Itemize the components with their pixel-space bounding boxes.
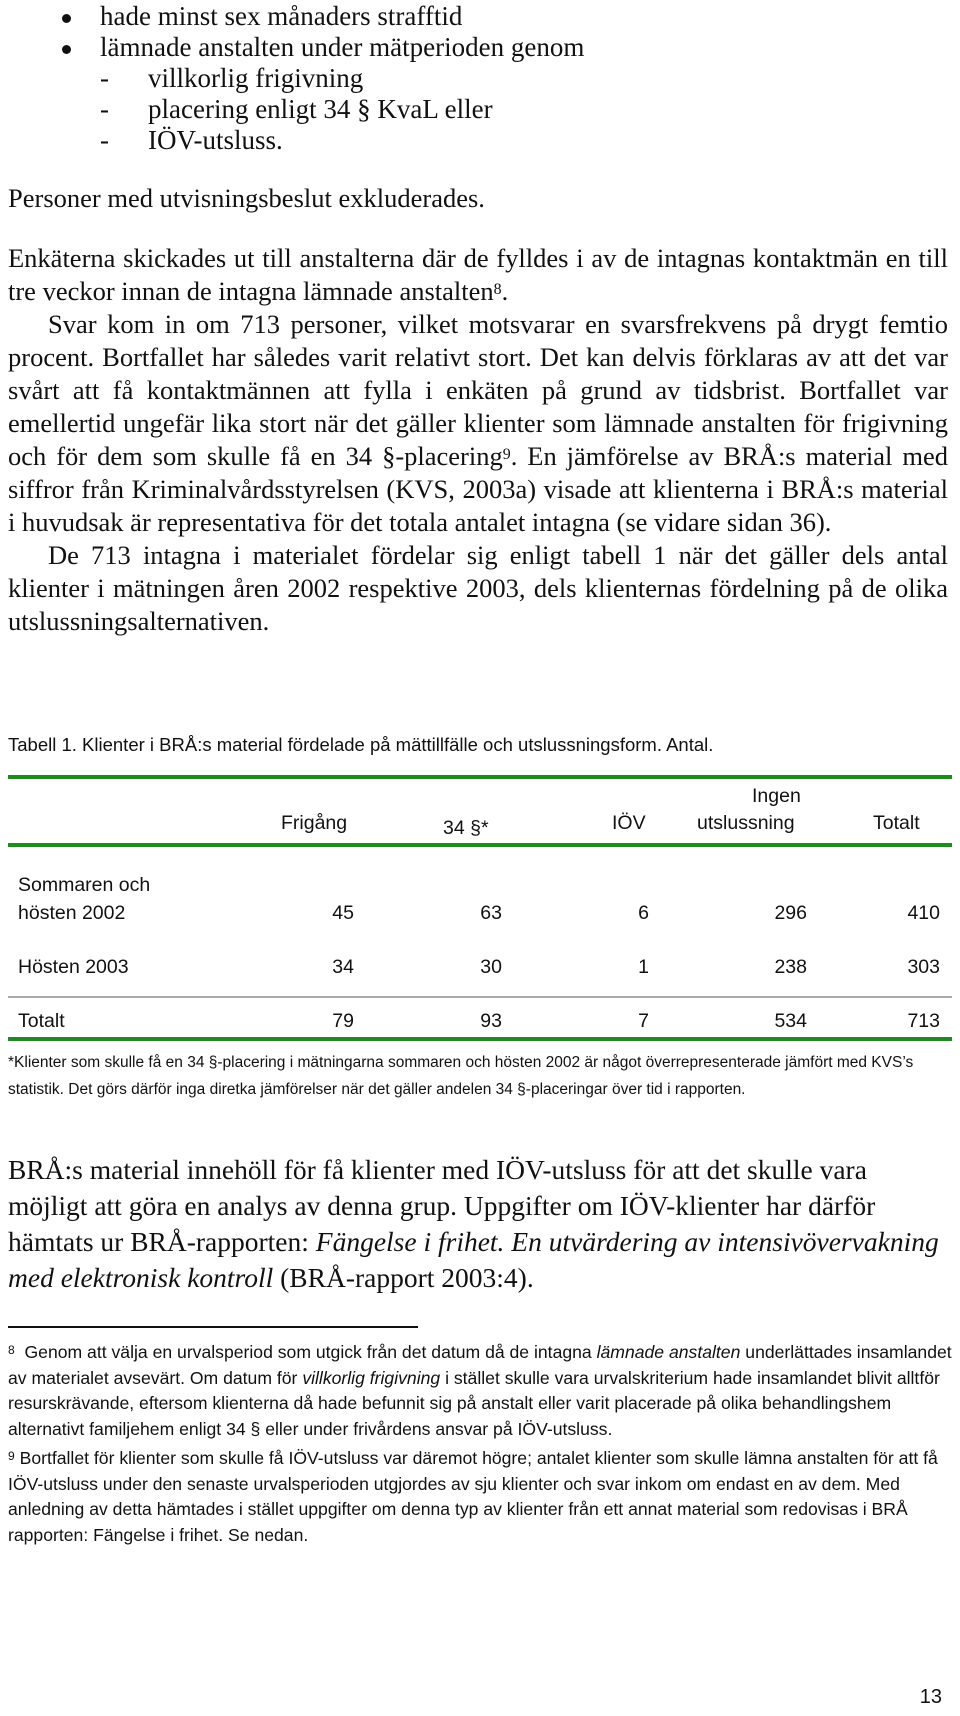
footnote-8: $^8$ Genom att välja en urvalsperiod som utgick från det datum då de intagna lämnade anstalten underlättades insamlandet av materialet avsevärt. Om datum för villkorlig frigivning i stället skulle vara urvalskriterium hade insamlandet blivit alltför resurskrävande, eftersom klienterna då hade befunnit sig på anstalt eller varit placerade på olika behandlingshem alternativt familjehem enligt 34 § eller under frivårdens ansvar på IÖV-utsluss. [8, 1342, 952, 1439]
bullet-icon [62, 14, 71, 23]
column-header: Totalt [873, 812, 920, 834]
page-number: 13 [919, 1686, 942, 1708]
table-bottom-rule [8, 1037, 952, 1041]
table-cell: 93 [480, 1010, 502, 1032]
row-label: hösten 2002 [18, 902, 126, 924]
column-header: 34 §* [443, 817, 489, 839]
table-caption: Tabell 1. Klienter i BRÅ:s material fördelade på mättillfälle och utslussningsform. Antal. [8, 734, 714, 755]
row-label: Sommaren och [18, 874, 151, 896]
column-header: utslussning [697, 812, 795, 834]
table-row-divider [8, 996, 952, 998]
table-cell: 1 [638, 956, 649, 978]
row-label: Totalt [18, 1010, 65, 1032]
table-top-rule [8, 775, 952, 779]
table-header-rule [8, 843, 952, 847]
table-cell: 6 [638, 902, 649, 924]
bra-paragraph: BRÅ:s material innehöll för få klienter med IÖV-utsluss för att det skulle vara möjligt att göra en analys av denna grup. Uppgifter om IÖV-klienter har därför hämtats ur BRÅ-rapporten: Fängelse i frihet. En utvärdering av intensivövervakning med elektronisk kontroll (BRÅ-rapport 2003:4). [8, 1154, 939, 1293]
table-cell: 7 [638, 1010, 649, 1032]
table-cell: 410 [907, 902, 940, 924]
table-cell: 45 [332, 902, 354, 924]
table-cell: 534 [774, 1010, 807, 1032]
table-cell: 303 [907, 956, 940, 978]
footnotes [8, 1340, 952, 1548]
footnote-ref: 9 [502, 446, 511, 464]
body-text [8, 242, 948, 638]
footnote-ref: 8 [493, 281, 502, 299]
table-footnote: *Klienter som skulle få en 34 §-placering i mätningarna sommaren och hösten 2002 är något överrepresenterade jämfört med KVS’s statistik. Det görs därför inga diretka jämförelser när det gäller andelen 34 §-placeringar över tid i rapporten. [8, 1054, 914, 1098]
table-cell: 63 [480, 902, 502, 924]
table-cell: 713 [907, 1010, 940, 1032]
paragraph-svar: Svar kom in om 713 personer, vilket motsvarar en svarsfrekvens på drygt femtio procent. Bortfallet har således varit relativt stort. Det kan delvis förklaras av att det var svårt att få kontaktmännen att fylla i enkäten på grund av tidsbrist. Bortfallet var emellertid ungefär lika stort när det gäller klienter som lämnade anstalten för frigivning och för dem som skulle få en 34 §-placering$^9$. En jämförelse av BRÅ:s material med siffror från Kriminalvårdsstyrelsen (KVS, 2003a) visade att klienterna i BRÅ:s material i huvudsak är representativa för det totala antalet intagna (se vidare sidan 36). [8, 309, 948, 537]
row-label: Hösten 2003 [18, 956, 129, 978]
table-cell: 34 [332, 956, 354, 978]
column-header: Ingen [752, 785, 801, 807]
column-header: Frigång [281, 812, 348, 834]
table-cell: 238 [774, 956, 807, 978]
table-cell: 79 [332, 1010, 354, 1032]
footnote-separator [8, 1326, 418, 1328]
paragraph-enkat: Enkäterna skickades ut till anstalterna där de fylldes i av de intagnas kontaktmän en till tre veckor innan de intagna lämnade anstalten$^8$. [8, 243, 948, 306]
exclusion-paragraph: Personer med utvisningsbeslut exkluderades. [8, 183, 485, 213]
column-header: IÖV [612, 812, 646, 834]
bullet-icon [62, 45, 71, 54]
table-cell: 30 [480, 956, 502, 978]
footnote-9: $^9$ Bortfallet för klienter som skulle få IÖV-utsluss var däremot högre; antalet klienter som skulle lämna anstalten för att få IÖV-utsluss under den senaste urvalsperioden utgjordes av sju klienter och svar inkom om endast en av dem. Med anledning av detta hämtades i stället uppgifter om denna typ av klienter från ett annat material som redovisas i BRÅ rapporten: Fängelse i frihet. Se nedan. [8, 1448, 938, 1545]
table-cell: 296 [774, 902, 807, 924]
paragraph-de: De 713 intagna i materialet fördelar sig enligt tabell 1 när det gäller dels antal klienter i mätningen åren 2002 respektive 2003, dels klienternas fördelning på de olika utslussningsalternativen. [8, 540, 948, 636]
